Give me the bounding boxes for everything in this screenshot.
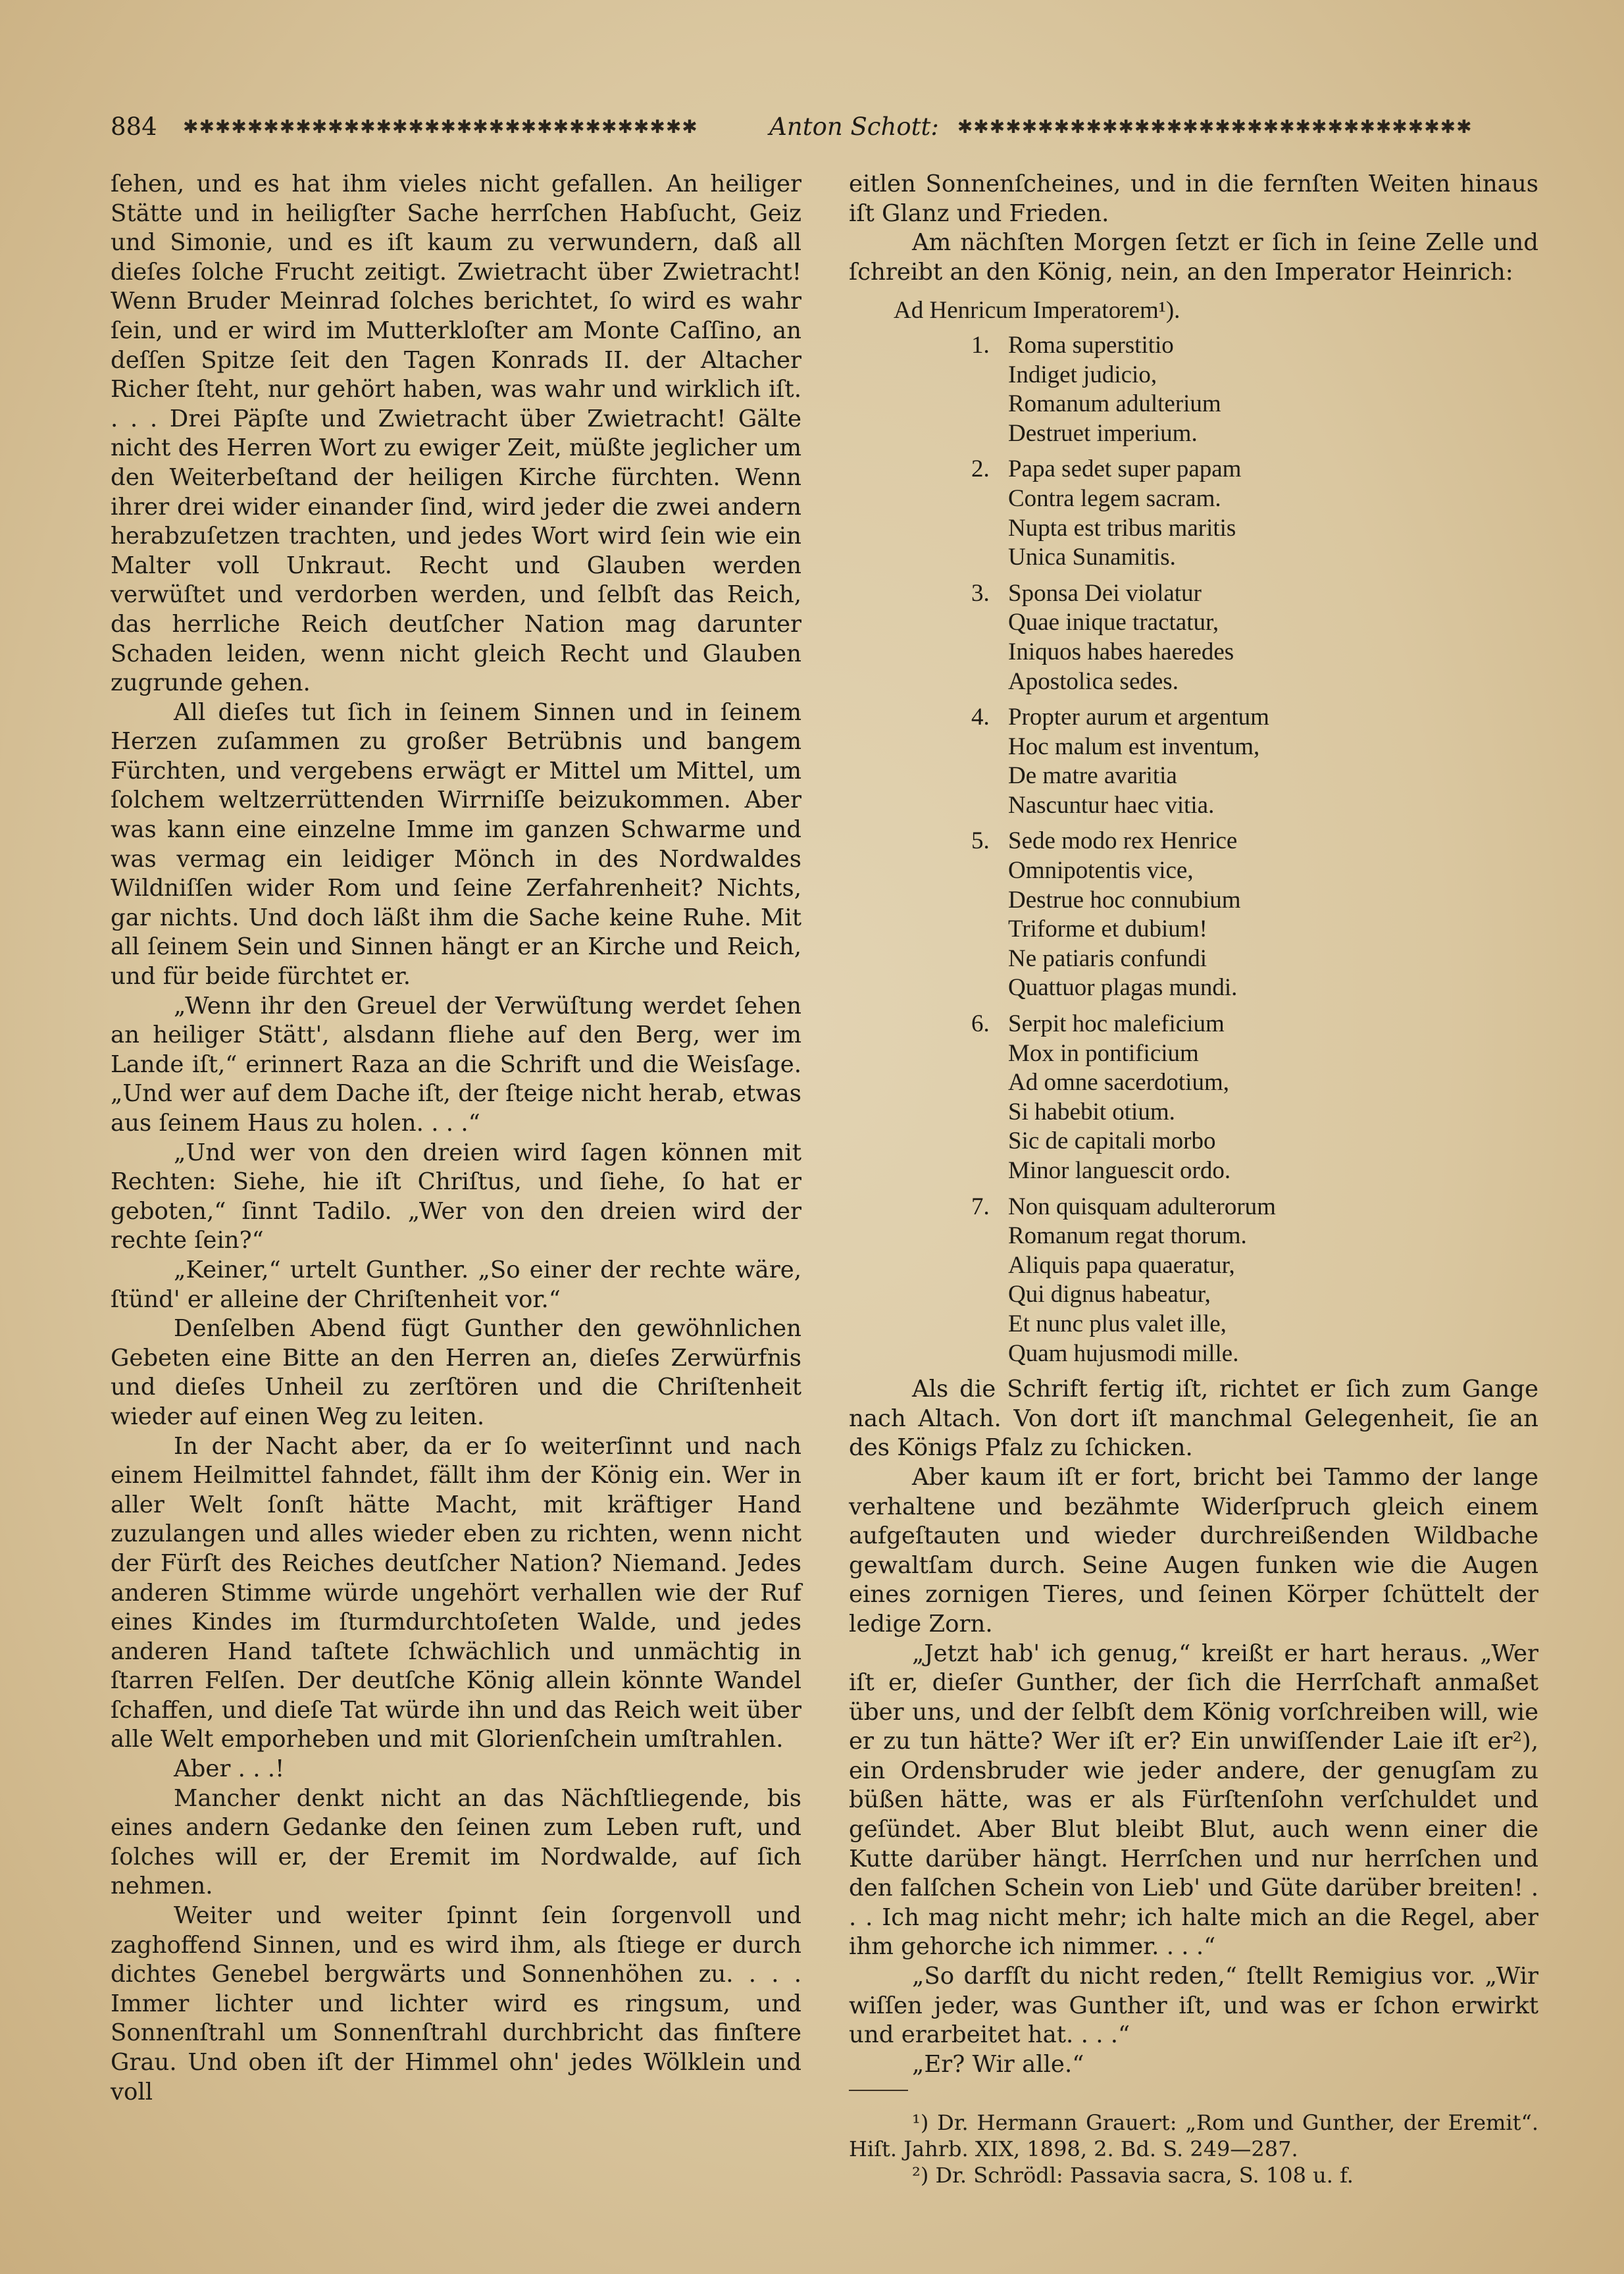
paragraph: Als die Schrift fertig iſt, richtet er ſich zum Gange nach Altach. Von dort iſt manchmal Gelegenheit, ſie an des Königs Pfalz zu ſchicken. bbox=[849, 1376, 1538, 1462]
stanza bbox=[971, 703, 1538, 820]
paragraph: „Und wer von den dreien wird ſagen können mit Rechten: Siehe, hie iſt Chriſtus, und ſiehe, ſo hat er geboten,“ ſinnt Tadilo. „Wer von den dreien wird der rechte ſein?“ bbox=[111, 1139, 801, 1254]
paragraph: All dieſes tut ſich in ſeinem Sinnen und in ſeinem Herzen zuſammen zu großer Betrübnis und bangem Fürchten, und vergebens erwägt er Mittel um Mittel, um ſolchem weltzerrüttenden Wirrniſſe beizukommen. Aber was kann eine einzelne Imme im ganzen Schwarme und was vermag ein leidiger Mönch in des Nordwaldes Wildniſſen wider Rom und ſeine Zerfahrenheit? Nichts, gar nichts. Und doch läßt ihm die Sache keine Ruhe. Mit all ſeinem Sein und Sinnen hängt er an Kirche und Reich, und für beide fürchtet er. bbox=[111, 698, 801, 991]
verse-line: Romanum regat thorum. bbox=[1008, 1222, 1247, 1250]
verse-line: Ad omne sacerdotium, bbox=[1008, 1069, 1229, 1097]
paragraph: „Wenn ihr den Greuel der Verwüſtung werdet ſehen an heiliger Stätt', alsdann fliehe auf den Berg, wer im Lande iſt,“ erinnert Raza an die Schrift und die Weisſage. „Und wer auf dem Dache iſt, der ſteige nicht herab, etwas aus ſeinem Haus zu holen. . . .“ bbox=[111, 992, 801, 1137]
paragraph: „So darfſt du nicht reden,“ ſtellt Remigius vor. „Wir wiſſen jeder, was Gunther iſt, und was er ſchon erwirkt und erarbeitet hat. . . .“ bbox=[849, 1963, 1538, 2049]
verse-line: Hoc malum est inventum, bbox=[1008, 733, 1260, 760]
verse-line: Aliquis papa quaeratur, bbox=[1008, 1251, 1235, 1279]
verse-line: Unica Sunamitis. bbox=[1008, 544, 1176, 571]
footnotes bbox=[849, 2109, 1538, 2188]
page-number: 884 bbox=[111, 112, 157, 141]
verse-line: Indiget judicio, bbox=[1008, 361, 1157, 388]
header-ornament-left: ✱✱✱✱✱✱✱✱✱✱✱✱✱✱✱✱✱✱✱✱✱✱✱✱✱✱✱✱✱✱✱✱ bbox=[183, 115, 698, 138]
paragraph: Mancher denkt nicht an das Nächſtliegende, bis eines andern Gedanke den ſeinen zum Leben ruft, und ſolches will er, der Eremit im Nordwalde, auf ſich nehmen. bbox=[111, 1784, 801, 1900]
verse-line: Roma superstitio bbox=[1008, 331, 1174, 359]
paragraph: Denſelben Abend fügt Gunther den gewöhnlichen Gebeten eine Bitte an den Herren an, dieſes Zerwürfnis und dieſes Unheil zu zerſtören und die Chriſtenheit wieder auf einen Weg zu leiten. bbox=[111, 1315, 801, 1430]
verse-line: Non quisquam adulterorum bbox=[1008, 1193, 1276, 1220]
right-column bbox=[849, 170, 1538, 2188]
verse-line: Quattuor plagas mundi. bbox=[1008, 974, 1238, 1002]
stanza-number: 1. bbox=[971, 331, 990, 359]
verse-line: Destruet imperium. bbox=[1008, 419, 1198, 447]
stanza bbox=[971, 827, 1538, 1003]
paragraph: „Er? Wir alle.“ bbox=[912, 2050, 1084, 2078]
verse-line: Et nunc plus valet ille, bbox=[1008, 1310, 1227, 1337]
verse-line: Sede modo rex Henrice bbox=[1008, 827, 1238, 855]
latin-poem bbox=[849, 331, 1538, 1368]
verse-line: Minor languescit ordo. bbox=[1008, 1157, 1231, 1184]
paragraph: Aber kaum iſt er fort, bricht bei Tammo der lange verhaltene und bezähmte Widerſpruch gleich einem aufgeſtauten und wieder durchreißenden Wildbache gewaltſam durch. Seine Augen funken wie die Augen eines zornigen Tieres, und ſeinen Körper ſchüttelt der ledige Zorn. bbox=[849, 1463, 1538, 1638]
running-header bbox=[111, 107, 1525, 146]
paragraph: Aber . . .! bbox=[174, 1755, 285, 1783]
verse-line: Romanum adulterium bbox=[1008, 390, 1221, 418]
verse-line: De matre avaritia bbox=[1008, 762, 1177, 790]
verse-line: Triforme et dubium! bbox=[1008, 916, 1207, 943]
verse-line: Nascuntur haec vitia. bbox=[1008, 791, 1215, 819]
stanza bbox=[971, 1010, 1538, 1186]
verse-line: Sic de capitali morbo bbox=[1008, 1127, 1216, 1155]
header-author: Anton Schott: bbox=[769, 112, 939, 141]
verse-line: Papa sedet super papam bbox=[1008, 455, 1242, 483]
paragraph: „Keiner,“ urtelt Gunther. „So einer der rechte wäre, ſtünd' er alleine der Chriſtenheit vor.“ bbox=[111, 1256, 801, 1313]
verse-line: Apostolica sedes. bbox=[1008, 667, 1179, 695]
paragraph: In der Nacht aber, da er ſo weiterſinnt und nach einem Heilmittel fahndet, fällt ihm der König ein. Wer in aller Welt ſonſt hätte Macht, mit kräftiger Hand zuzulangen und alles wieder eben zu richten, wenn nicht der Fürſt des Reiches deutſcher Nation? Niemand. Jedes anderen Stimme würde ungehört verhallen wie der Ruf eines Kindes im ſturmdurchtoſeten Walde, und jedes anderen Hand taſtete ſchwächlich und unmächtig in ſtarren Felſen. Der deutſche König allein könnte Wandel ſchaffen, und dieſe Tat würde ihn und das Reich weit über alle Welt emporheben und mit Glorienſchein umſtrahlen. bbox=[111, 1432, 801, 1753]
stanza bbox=[971, 455, 1538, 572]
verse-line: Qui dignus habeatur, bbox=[1008, 1281, 1211, 1308]
verse-line: Propter aurum et argentum bbox=[1008, 704, 1269, 731]
stanza-number: 6. bbox=[971, 1010, 990, 1038]
verse-line: Quae inique tractatur, bbox=[1008, 609, 1219, 636]
stanza-number: 7. bbox=[971, 1193, 990, 1220]
poem-title: Ad Henricum Imperatorem¹). bbox=[894, 297, 1180, 324]
stanza-number: 2. bbox=[971, 455, 990, 483]
paragraph: eitlen Sonnenſcheines, und in die fernſten Weiten hinaus iſt Glanz und Frieden. bbox=[849, 170, 1538, 227]
stanza-number: 5. bbox=[971, 827, 990, 855]
header-ornament-right: ✱✱✱✱✱✱✱✱✱✱✱✱✱✱✱✱✱✱✱✱✱✱✱✱✱✱✱✱✱✱✱✱ bbox=[957, 115, 1473, 138]
footnote: ¹) Dr. Hermann Grauert: „Rom und Gunther, der Eremit“. Hiſt. Jahrb. XIX, 1898, 2. Bd. S. 249—287. bbox=[849, 2110, 1538, 2162]
paragraph: Weiter und weiter ſpinnt ſein ſorgenvoll und zaghoffend Sinnen, und es wird ihm, als ſtiege er durch dichtes Genebel bergwärts und Sonnenhöhen zu. . . . Immer lichter und lichter wird es ringsum, und Sonnenſtrahl um Sonnenſtrahl durchbricht das finſtere Grau. Und oben iſt der Himmel ohn' jedes Wölklein und voll bbox=[111, 1902, 801, 2106]
verse-line: Omnipotentis vice, bbox=[1008, 857, 1194, 885]
verse-line: Quam hujusmodi mille. bbox=[1008, 1339, 1239, 1367]
paragraph: ſehen, und es hat ihm vieles nicht gefallen. An heiliger Stätte und in heiligſter Sache herrſchen Habſucht, Geiz und Simonie, und es iſt kaum zu verwundern, daß all dieſes ſolche Frucht zeitigt. Zwietracht über Zwietracht! Wenn Bruder Meinrad ſolches berichtet, ſo wird es wahr ſein, und er wird im Mutterkloſter am Monte Caſſino, an deſſen Spitze ſeit den Tagen Konrads II. der Altacher Richer ſteht, nur gehört haben, was wahr und wirklich iſt. . . . Drei Päpſte und Zwietracht über Zwietracht! Gälte nicht des Herren Wort zu ewiger Zeit, müßte jeglicher um den Weiterbeſtand der heiligen Kirche fürchten. Wenn ihrer drei wider einander ſind, wird jeder die zwei andern herabzuſetzen trachten, und jedes Wort wird ſein wie ein Malter voll Unkraut. Recht und Glauben werden verwüſtet und verdorben werden, und ſelbſt das Reich, das herrliche Reich deutſcher Nation mag darunter Schaden leiden, wenn nicht gleich Recht und Glauben zugrunde gehen. bbox=[111, 170, 801, 697]
verse-line: Destrue hoc connubium bbox=[1008, 886, 1241, 914]
stanza bbox=[971, 331, 1538, 448]
stanza-number: 3. bbox=[971, 579, 990, 607]
verse-line: Mox in pontificium bbox=[1008, 1039, 1199, 1067]
stanza bbox=[971, 1193, 1538, 1369]
paragraph: Am nächſten Morgen ſetzt er ſich in ſeine Zelle und ſchreibt an den König, nein, an den Imperator Heinrich: bbox=[849, 229, 1538, 286]
footnote: ²) Dr. Schrödl: Passavia sacra, S. 108 u. f. bbox=[912, 2163, 1354, 2188]
verse-line: Si habebit otium. bbox=[1008, 1098, 1175, 1125]
paragraph: „Jetzt hab' ich genug,“ kreißt er hart heraus. „Wer iſt er, dieſer Gunther, der ſich die Herrſchaft anmaßet über uns, und der ſelbſt dem König vorſchreiben will, wie er zu tun hätte? Wer iſt er? Ein unwiſſender Laie iſt er²), ein Ordensbruder wie jeder andere, der genugſam zu büßen hätte, was er als Fürſtenſohn verſchuldet und geſündet. Aber Blut bleibt Blut, auch wenn einer die Kutte darüber hängt. Herrſchen und nur herrſchen und den falſchen Schein von Lieb' und Güte darüber breiten! . . . Ich mag nicht mehr; ich halte mich an die Regel, aber ihm gehorche ich nimmer. . . .“ bbox=[849, 1640, 1538, 1961]
left-column bbox=[111, 170, 801, 2107]
verse-line: Serpit hoc maleficium bbox=[1008, 1010, 1225, 1038]
verse-line: Nupta est tribus maritis bbox=[1008, 514, 1236, 542]
verse-line: Ne patiaris confundi bbox=[1008, 944, 1207, 972]
footnote-divider bbox=[849, 2090, 908, 2091]
verse-line: Sponsa Dei violatur bbox=[1008, 579, 1202, 607]
stanza bbox=[971, 579, 1538, 696]
verse-line: Iniquos habes haeredes bbox=[1008, 638, 1234, 665]
verse-line: Contra legem sacram. bbox=[1008, 484, 1221, 512]
stanza-number: 4. bbox=[971, 704, 990, 731]
